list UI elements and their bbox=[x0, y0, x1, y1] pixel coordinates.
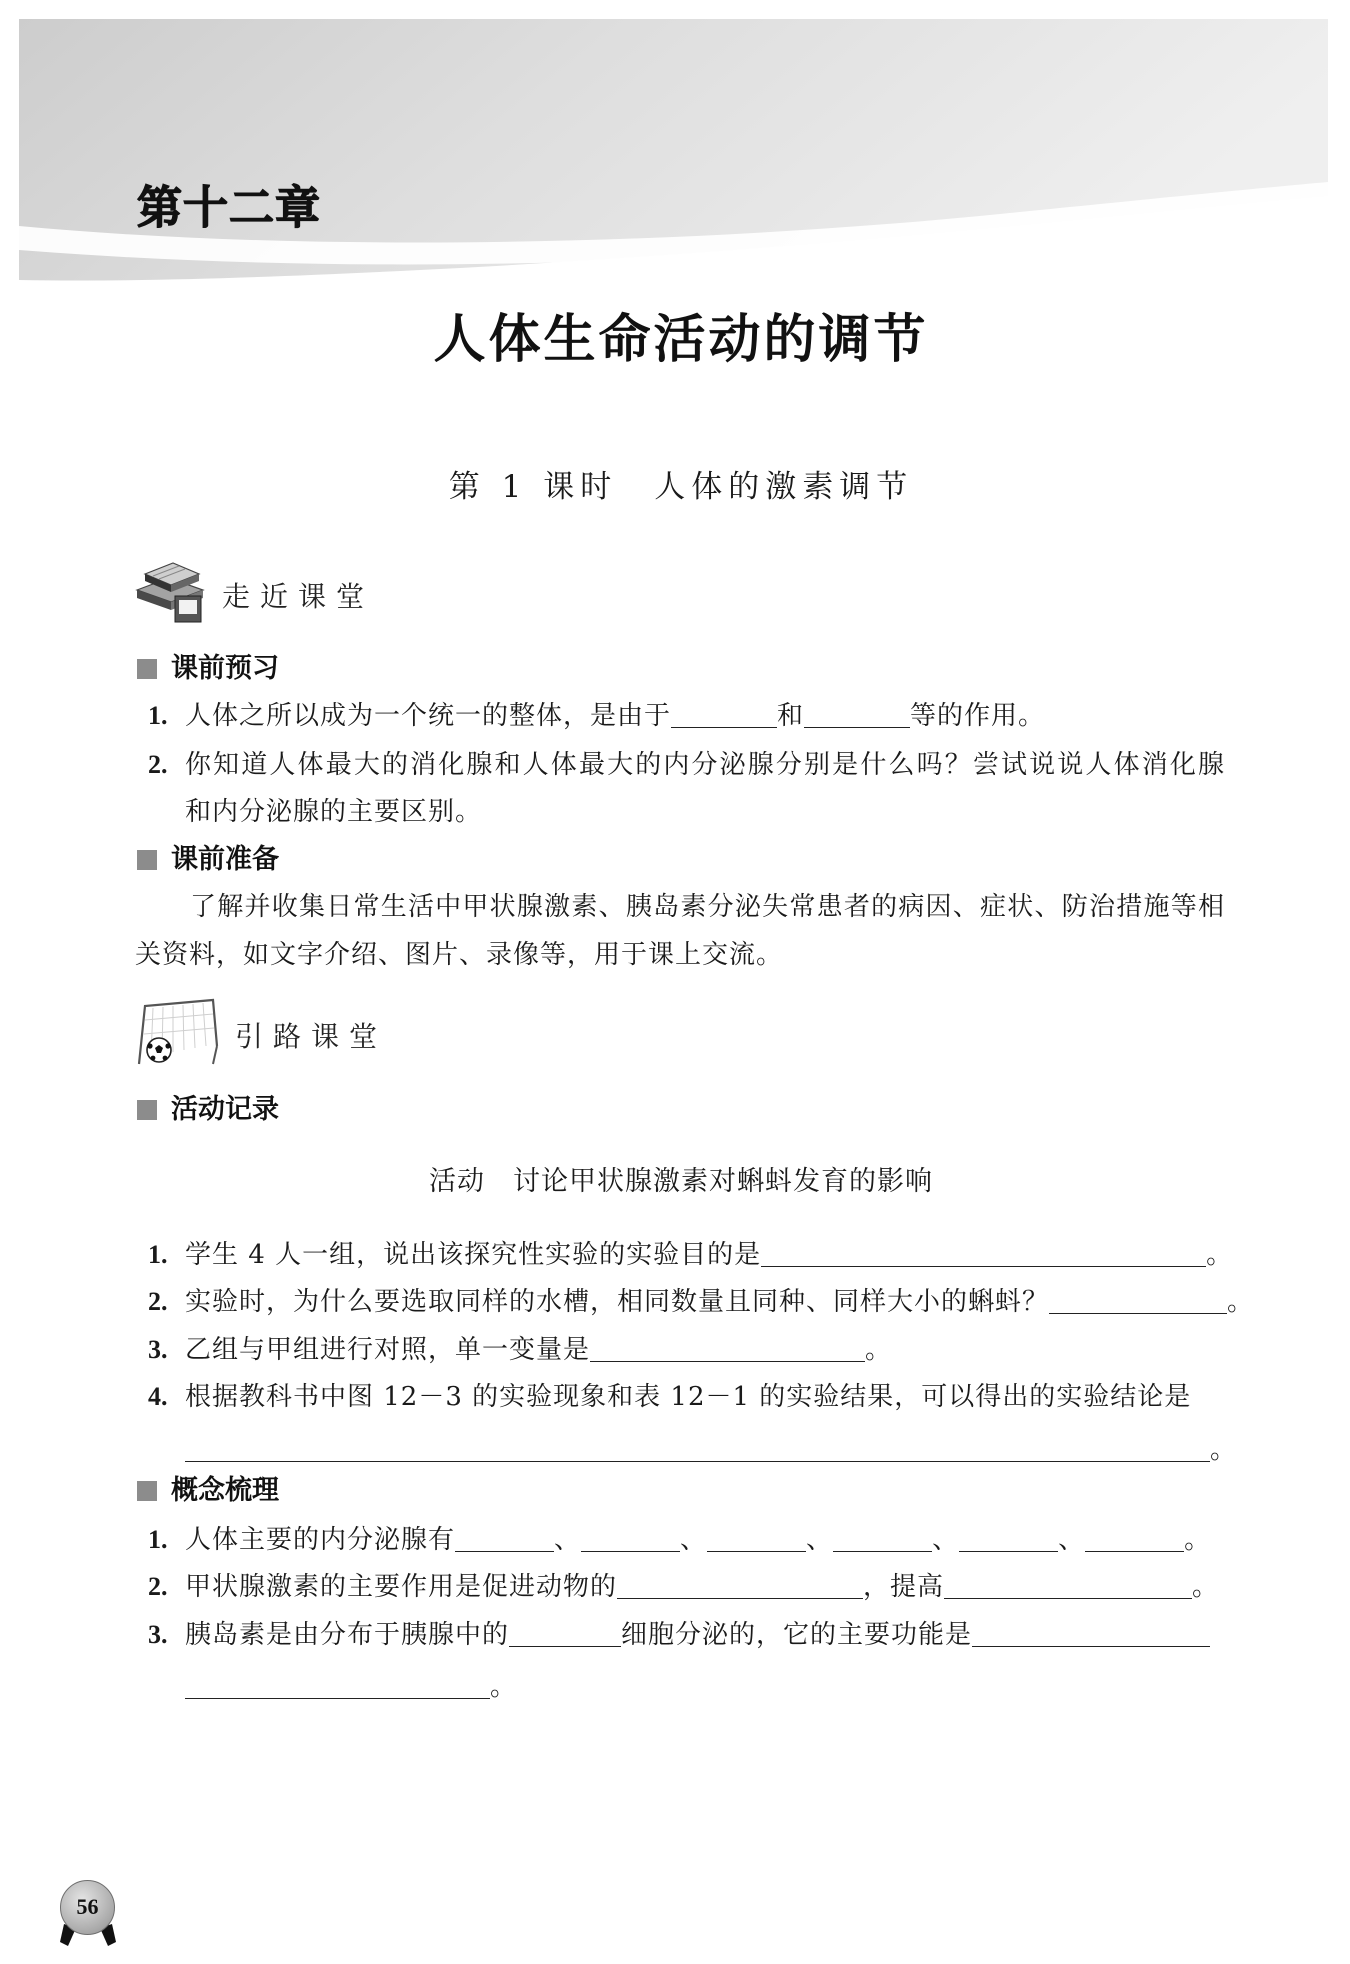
section-marker-icon bbox=[137, 659, 157, 679]
question-text: 根据教科书中图 12－3 的实验现象和表 12－1 的实验结果，可以得出的实验结论是 bbox=[185, 1382, 1192, 1412]
prepare-paragraph-line-1 bbox=[190, 883, 1225, 931]
question-text: 人体之所以成为一个统一的整体，是由于 bbox=[185, 701, 672, 731]
answer-blank bbox=[804, 699, 910, 728]
answer-blank bbox=[1085, 1523, 1184, 1552]
answer-blank bbox=[972, 1618, 1210, 1647]
section-heading-label: 活动记录 bbox=[171, 1094, 279, 1125]
separator: 、 bbox=[680, 1525, 708, 1555]
separator: 、 bbox=[806, 1525, 834, 1555]
answer-blank bbox=[185, 1670, 490, 1699]
question-text: 细胞分泌的，它的主要功能是 bbox=[621, 1620, 973, 1650]
page-number: 56 bbox=[60, 1880, 115, 1935]
separator: 、 bbox=[932, 1525, 960, 1555]
activity-question-4-answer-line bbox=[185, 1426, 1237, 1474]
section-label-zoujin: 走近课堂 bbox=[222, 580, 375, 613]
answer-blank bbox=[833, 1523, 932, 1552]
preview-question-2-continued: 和内分泌腺的主要区别。 bbox=[185, 797, 483, 827]
question-end: 。 bbox=[1206, 1240, 1234, 1270]
question-number: 4. bbox=[148, 1382, 168, 1411]
question-number: 2. bbox=[148, 750, 168, 779]
answer-blank bbox=[671, 699, 777, 728]
question-text: 甲状腺激素的主要作用是促进动物的 bbox=[185, 1572, 618, 1602]
preview-question-1 bbox=[148, 692, 1045, 740]
unit-title: 人体生命活动的调节 bbox=[433, 309, 929, 370]
question-text: 人体主要的内分泌腺有 bbox=[185, 1525, 456, 1555]
answer-blank bbox=[455, 1523, 554, 1552]
preview-question-2 bbox=[148, 741, 1225, 789]
chapter-title: 第十二章 bbox=[137, 181, 322, 234]
question-number: 2. bbox=[148, 1572, 168, 1601]
answer-blank bbox=[185, 1433, 1210, 1462]
question-text: 实验时，为什么要选取同样的水槽，相同数量且同种、同样大小的蝌蚪？ bbox=[185, 1287, 1050, 1317]
answer-blank bbox=[581, 1523, 680, 1552]
question-number: 1. bbox=[148, 1525, 168, 1554]
concept-question-3 bbox=[148, 1611, 1210, 1659]
question-end: 。 bbox=[490, 1672, 518, 1702]
section-heading-prepare bbox=[137, 836, 279, 884]
prepare-paragraph-line-2: 关资料，如文字介绍、图片、录像等，用于课上交流。 bbox=[135, 940, 784, 970]
question-number: 1. bbox=[148, 701, 168, 730]
question-number: 3. bbox=[148, 1620, 168, 1649]
soccer-goal-icon bbox=[133, 996, 225, 1066]
answer-blank bbox=[944, 1570, 1192, 1599]
activity-question-3 bbox=[148, 1326, 892, 1374]
section-heading-concepts bbox=[137, 1467, 279, 1515]
header-band bbox=[0, 0, 1350, 300]
concept-question-2 bbox=[148, 1563, 1219, 1611]
section-heading-label: 课前准备 bbox=[171, 844, 279, 875]
question-end: 。 bbox=[865, 1335, 893, 1365]
section-heading-label: 概念梳理 bbox=[171, 1475, 279, 1506]
question-end: 。 bbox=[1184, 1525, 1212, 1555]
section-label-yinlu: 引路课堂 bbox=[235, 1020, 388, 1053]
question-number: 2. bbox=[148, 1287, 168, 1316]
section-marker-icon bbox=[137, 1481, 157, 1501]
question-number: 3. bbox=[148, 1335, 168, 1364]
answer-blank bbox=[509, 1618, 621, 1647]
answer-blank bbox=[761, 1238, 1206, 1267]
section-heading-activity-record bbox=[137, 1086, 279, 1134]
activity-question-2 bbox=[148, 1278, 1254, 1326]
section-marker-icon bbox=[137, 1100, 157, 1120]
separator: 、 bbox=[554, 1525, 582, 1555]
answer-blank bbox=[590, 1333, 865, 1362]
section-heading-preview bbox=[137, 645, 279, 693]
answer-blank bbox=[959, 1523, 1058, 1552]
concept-question-3-answer-line bbox=[185, 1663, 517, 1711]
question-text: ，提高 bbox=[863, 1572, 945, 1602]
question-text: 和 bbox=[777, 701, 805, 731]
activity-question-4 bbox=[148, 1373, 1191, 1421]
lesson-title: 第 1 课时 人体的激素调节 bbox=[448, 469, 914, 505]
question-text: 等的作用。 bbox=[910, 701, 1046, 731]
question-text: 乙组与甲组进行对照，单一变量是 bbox=[185, 1335, 591, 1365]
question-number: 1. bbox=[148, 1240, 168, 1269]
question-text: 你知道人体最大的消化腺和人体最大的内分泌腺分别是什么吗？尝试说说人体消化腺 bbox=[185, 750, 1225, 780]
separator: 、 bbox=[1058, 1525, 1086, 1555]
concept-question-1 bbox=[148, 1516, 1211, 1564]
activity-question-1 bbox=[148, 1231, 1233, 1279]
paragraph-text: 了解并收集日常生活中甲状腺激素、胰岛素分泌失常患者的病因、症状、防治措施等相 bbox=[190, 892, 1225, 922]
question-end: 。 bbox=[1210, 1435, 1238, 1465]
books-icon bbox=[133, 556, 209, 626]
question-end: 。 bbox=[1192, 1572, 1220, 1602]
section-marker-icon bbox=[137, 850, 157, 870]
answer-blank bbox=[617, 1570, 863, 1599]
answer-blank bbox=[707, 1523, 806, 1552]
question-text: 胰岛素是由分布于胰腺中的 bbox=[185, 1620, 510, 1650]
activity-title: 活动 讨论甲状腺激素对蝌蚪发育的影响 bbox=[429, 1166, 933, 1197]
question-text: 学生 4 人一组，说出该探究性实验的实验目的是 bbox=[185, 1240, 762, 1270]
section-heading-label: 课前预习 bbox=[171, 653, 279, 684]
answer-blank bbox=[1049, 1285, 1227, 1314]
question-end: 。 bbox=[1227, 1287, 1255, 1317]
